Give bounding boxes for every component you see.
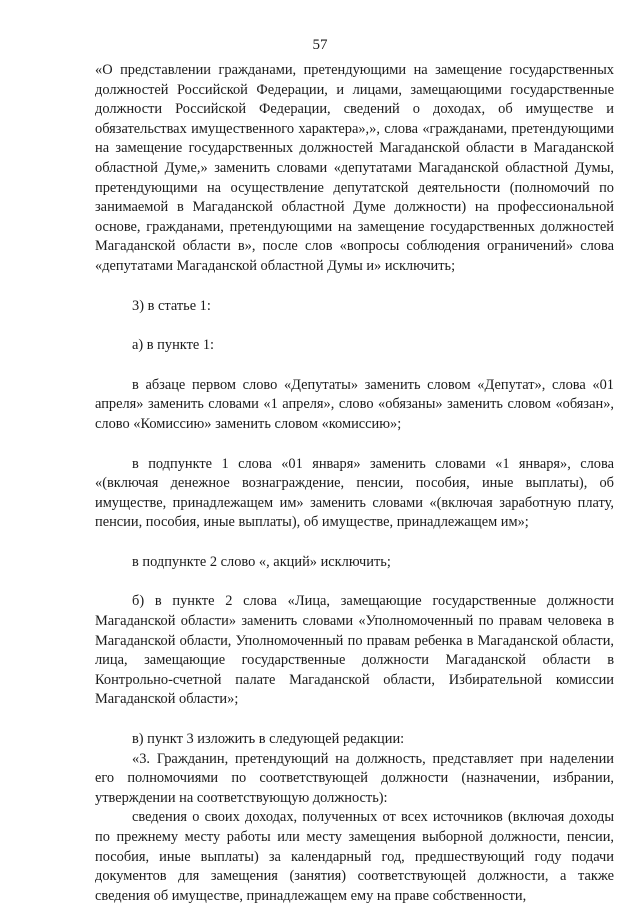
paragraph-first-abzac-amendment: в абзаце первом слово «Депутаты» заменить словом «Депутат», слова «01 апреля» заменить словами «1 апреля», слово «обязаны» заменить словом «обязан», слово «Комиссию» заменить словом «комиссию»; xyxy=(95,376,614,432)
paragraph-quoted-item-3: «3. Гражданин, претендующий на должность, представляет при наделении его полномочиями по соответствующей должности (назначении, избрании, утверждении на соответствующую должность): xyxy=(95,750,614,806)
paragraph-item-3-heading: в) пункт 3 изложить в следующей редакции: xyxy=(132,731,405,748)
paragraph-subitem-1-amendment: в подпункте 1 слова «01 января» заменить словами «1 января», слова «(включая денежное вознаграждение, пенсии, пособия, иные выплаты), об имуществе, принадлежащем им» заменить словами «(включая заработную плату, пенсии, пособия, иные выплаты), об имуществе, принадлежащем им»; xyxy=(95,455,614,531)
paragraph-item-1-heading: а) в пункте 1: xyxy=(132,337,215,354)
paragraph-article-1-heading: 3) в статье 1: xyxy=(132,297,211,314)
paragraph-item-2-amendment: б) в пункте 2 слова «Лица, замещающие государственные должности Магаданской области» заменить словами «Уполномоченный по правам человека в Магаданской области, Уполномоченный по правам ребенка в Магаданской области, лица, замещающие государственные должности Магаданской области в Контрольно-счетной палате Магаданской области, Избирательной комиссии Магаданской области»; xyxy=(95,593,614,708)
paragraph-subitem-2-amendment: в подпункте 2 слово «, акций» исключить; xyxy=(132,553,391,570)
page-number: 57 xyxy=(312,37,328,53)
paragraph-income-information: сведения о своих доходах, полученных от всех источников (включая доходы по прежнему месту работы или месту замещения выборной должности, пенсии, пособия, иные выплаты) за календарный год, предшествующий году подачи документов для замещения (занятия) соответствующей должности, а также сведения об имуществе, принадлежащем ему на праве собственности, xyxy=(95,809,614,904)
document-body xyxy=(95,61,614,906)
paragraph-law-title-continuation: «О представлении гражданами, претендующими на замещение государственных должностей Российской Федерации, и лицами, замещающими государственные должности Российской Федерации, сведений о доходах, об имуществе и обязательствах имущественного характера»,», слова «гражданами, претендующими на замещение государственных должностей Магаданской области в Магаданской областной Думе,» заменить словами «депутатами Магаданской областной Думы, претендующими на осуществление депутатской деятельности (полномочий по занимаемой в Магаданской областной Думе должности) на профессиональной основе, гражданами, претендующими на замещение государственных должностей Магаданской области в», после слов «вопросы соблюдения ограничений» слова «депутатами Магаданской областной Думы и» исключить; xyxy=(95,62,614,274)
